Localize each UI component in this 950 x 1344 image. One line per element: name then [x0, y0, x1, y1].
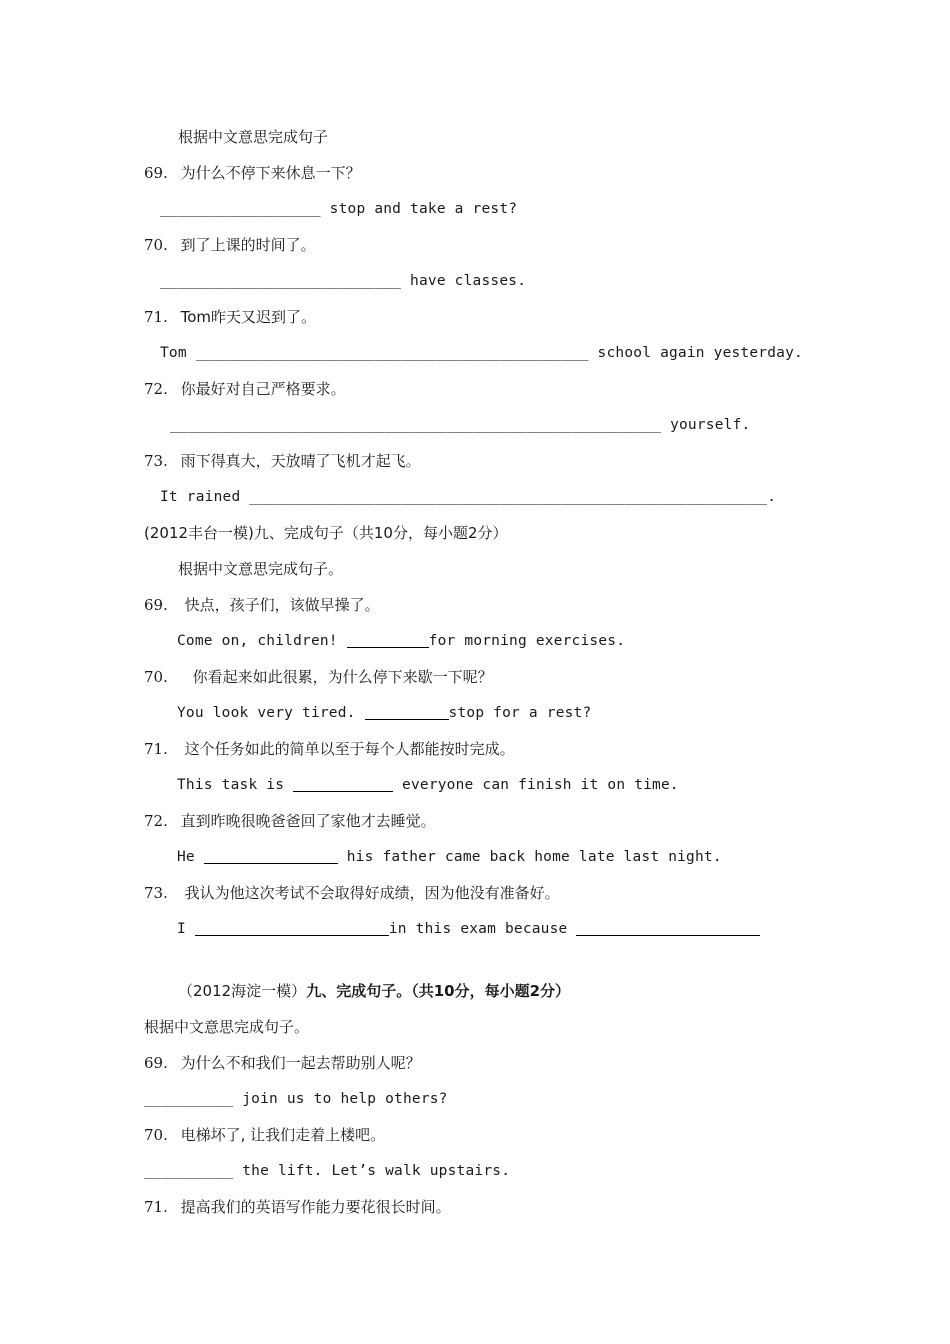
question-71-prompt: [144, 307, 316, 327]
question-number: 71.: [144, 740, 168, 758]
sentence-start: Come on, children!: [177, 633, 347, 649]
question-number: 71.: [144, 308, 168, 326]
chinese-sentence: 你看起来如此很累，为什么停下来歇一下呢？: [192, 668, 493, 686]
question-69-prompt: [144, 163, 361, 183]
chinese-sentence: Tom昨天又迟到了。: [180, 308, 317, 326]
answer-line-70: [177, 703, 591, 723]
answer-line-71: [177, 775, 679, 795]
question-70-prompt: [144, 1125, 385, 1145]
question-number: 69.: [144, 164, 168, 182]
sentence-end: his father came back home late last night.: [337, 849, 722, 865]
chinese-sentence: 电梯坏了, 让我们走着上楼吧。: [180, 1126, 386, 1144]
question-number: 72.: [144, 812, 168, 830]
sentence-start: He: [177, 849, 204, 865]
section3-heading: [178, 981, 570, 1001]
question-number: 70.: [144, 1126, 168, 1144]
answer-line-69[interactable]: __________ join us to help others?: [144, 1091, 448, 1107]
question-number: 69.: [144, 1054, 168, 1072]
answer-line-72: [177, 847, 722, 867]
chinese-sentence: 这个任务如此的简单以至于每个人都能按时完成。: [184, 740, 515, 758]
chinese-sentence: 到了上课的时间了。: [180, 236, 316, 254]
chinese-sentence: 提高我们的英语写作能力要花很长时间。: [180, 1198, 451, 1216]
sentence-start: This task is: [177, 777, 294, 793]
section1-instruction: 根据中文意思完成句子: [178, 128, 329, 146]
chinese-sentence: 直到昨晚很晚爸爸回了家他才去睡觉。: [180, 812, 436, 830]
question-72-prompt: [144, 811, 436, 831]
sentence-end: everyone can finish it on time.: [393, 777, 679, 793]
sentence-end: for morning exercises.: [428, 633, 626, 649]
chinese-sentence: 雨下得真大，天放晴了飞机才起飞。: [180, 452, 421, 470]
answer-blank[interactable]: [293, 777, 393, 792]
answer-blank[interactable]: [195, 921, 389, 936]
answer-line-73: [177, 919, 760, 939]
question-72-prompt: [144, 379, 346, 399]
question-71-prompt: [144, 1197, 451, 1217]
section3-heading-source: （2012海淀一模）: [178, 982, 307, 1000]
question-number: 73.: [144, 884, 168, 902]
chinese-sentence: 为什么不和我们一起去帮助别人呢？: [180, 1054, 421, 1072]
answer-line-71[interactable]: Tom ____________________________________________ school again yesterday.: [160, 345, 803, 361]
chinese-sentence: 你最好对自己严格要求。: [180, 380, 346, 398]
question-number: 71.: [144, 1198, 168, 1216]
answer-line-69[interactable]: __________________ stop and take a rest?: [160, 201, 518, 217]
answer-blank[interactable]: [347, 633, 429, 648]
sentence-start: You look very tired.: [177, 705, 365, 721]
sentence-start: I: [177, 921, 195, 937]
question-number: 70.: [144, 236, 168, 254]
answer-line-70[interactable]: ___________________________ have classes.: [160, 273, 527, 289]
section2-instruction: 根据中文意思完成句子。: [178, 560, 344, 578]
answer-blank[interactable]: [204, 849, 338, 864]
question-70-prompt: [144, 667, 493, 687]
question-number: 70.: [144, 668, 168, 686]
question-number: 73.: [144, 452, 168, 470]
answer-line-70[interactable]: __________ the lift. Let’s walk upstairs.: [144, 1163, 511, 1179]
answer-line-72[interactable]: _______________________________________________________ yourself.: [170, 417, 751, 433]
answer-blank[interactable]: [576, 921, 760, 936]
question-70-prompt: [144, 235, 316, 255]
question-69-prompt: [144, 1053, 421, 1073]
answer-blank[interactable]: [365, 705, 449, 720]
question-69-prompt: [144, 595, 380, 615]
question-73-prompt: [144, 451, 421, 471]
chinese-sentence: 为什么不停下来休息一下？: [180, 164, 361, 182]
chinese-sentence: 快点，孩子们，该做早操了。: [184, 596, 380, 614]
answer-line-69: [177, 631, 625, 651]
question-number: 69.: [144, 596, 168, 614]
sentence-middle: in this exam because: [388, 921, 577, 937]
sentence-end: stop for a rest?: [448, 705, 592, 721]
chinese-sentence: 我认为他这次考试不会取得好成绩，因为他没有准备好。: [184, 884, 560, 902]
answer-line-73[interactable]: It rained __________________________________________________________.: [160, 489, 777, 505]
section3-instruction: 根据中文意思完成句子。: [144, 1018, 310, 1036]
question-71-prompt: [144, 739, 515, 759]
section2-heading: (2012丰台一模)九、完成句子（共10分，每小题2分）: [144, 524, 508, 542]
question-number: 72.: [144, 380, 168, 398]
section3-heading-title: 九、完成句子。（共10分，每小题2分）: [306, 982, 571, 1000]
question-73-prompt: [144, 883, 560, 903]
